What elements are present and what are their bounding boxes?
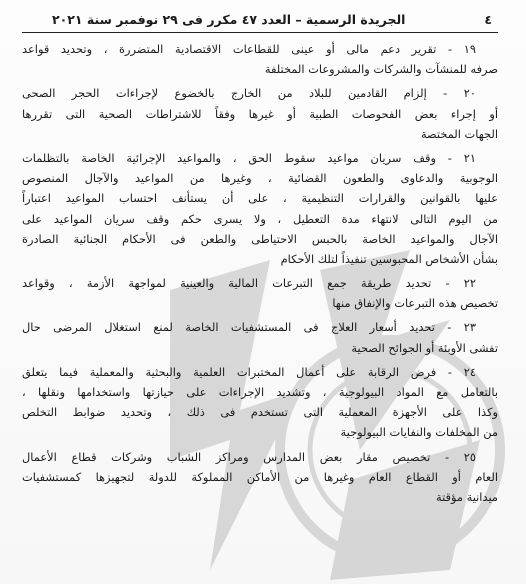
text-line: بالتعامل مع المواد البيولوجية ، وتشديد الإجراءات على حيازتها واستخدامها ونقلها ،: [22, 385, 498, 399]
decree-item: [22, 83, 498, 144]
text-line: ٢١ - وقف سريان مواعيد سقوط الحق ، والمواعيد الإجرائية الخاصة بالتظلمات: [22, 150, 476, 165]
text-line: ميدانية مؤقتة: [436, 489, 498, 504]
decree-item: [22, 362, 498, 443]
header-rule: [22, 32, 498, 33]
text-line: من المخلفات والنفايات البيولوجية: [340, 425, 498, 440]
decree-item: [22, 148, 498, 269]
text-line: بشأن الأشخاص المحبوسين تنفيذاً لتلك الأحكام: [280, 251, 498, 266]
text-line: ٢٠ - إلزام القادمين للبلاد من الخارج بالخضوع لإجراءات الحجر الصحى: [22, 86, 476, 101]
decree-item: [22, 273, 498, 313]
text-line: العام أو القطاع العام وغيرها من الأماكن المملوكة للدولة لتجهيزها كمستشفيات: [22, 469, 498, 484]
page-header: [22, 8, 498, 30]
decree-item: [22, 39, 498, 79]
text-line: من اليوم التالى لانتهاء مدة التعطيل ، ولا يسرى حكم وقف سريان المواعيد على: [22, 211, 498, 226]
text-line: تفشى الأوبئة أو الجوائح الصحية: [351, 340, 498, 355]
decree-item: [22, 447, 498, 508]
page-number: ٤: [484, 11, 492, 27]
text-line: تخصيص هذه التبرعات والإنفاق منها: [332, 296, 498, 311]
document-body: [22, 39, 498, 507]
text-line: ٢٢ - تحديد طريقة جمع التبرعات المالية والعينية لمواجهة الأزمة ، وقواعد: [22, 276, 476, 291]
decree-item: [22, 317, 498, 357]
text-line: وكذا على الأجهزة المعملية التى تستخدم فى ذلك ، وتحديد ضوابط التخلص: [22, 405, 498, 420]
text-line: ١٩ - تقرير دعم مالى أو عينى للقطاعات الاقتصادية المتضررة ، وتحديد قواعد: [22, 42, 476, 56]
gazette-title: الجريدة الرسمية – العدد ٤٧ مكرر فى ٢٩ نوفمبر سنة ٢٠٢١: [52, 11, 406, 27]
text-line: ٢٣ - تحديد أسعار العلاج فى المستشفيات الخاصة لمنع استغلال المرضى حال: [22, 320, 476, 335]
text-line: أو إجراء بعض الفحوصات الطبية أو غيرها وفقاً للاشتراطات الصحية التى تقررها: [22, 106, 498, 121]
text-line: ٢٥ - تخصيص مقار بعض المدارس ومراكز الشباب وشركات قطاع الأعمال: [22, 449, 476, 464]
text-line: الجهات المختصة: [420, 126, 498, 141]
text-line: عليها بالقوانين والقرارات التنظيمية ، على أن يستأنف احتساب المواعيد اعتباراً: [22, 191, 498, 206]
text-line: ٢٤ - فرض الرقابة على أعمال المختبرات العلمية والبحثية والمعملية فيما يتعلق: [22, 364, 476, 379]
text-line: الآجال والمواعيد الخاصة بالحبس الاحتياطى والطعن فى الأحكام الجنائية الصادرة: [22, 231, 498, 246]
text-line: صرفه للمنشآت والشركات والمشروعات المختلفة: [264, 62, 498, 77]
text-line: الوجوبية والدعاوى والطعون القضائية ، وغيرها من المواعيد والآجال المنصوص: [22, 171, 498, 186]
